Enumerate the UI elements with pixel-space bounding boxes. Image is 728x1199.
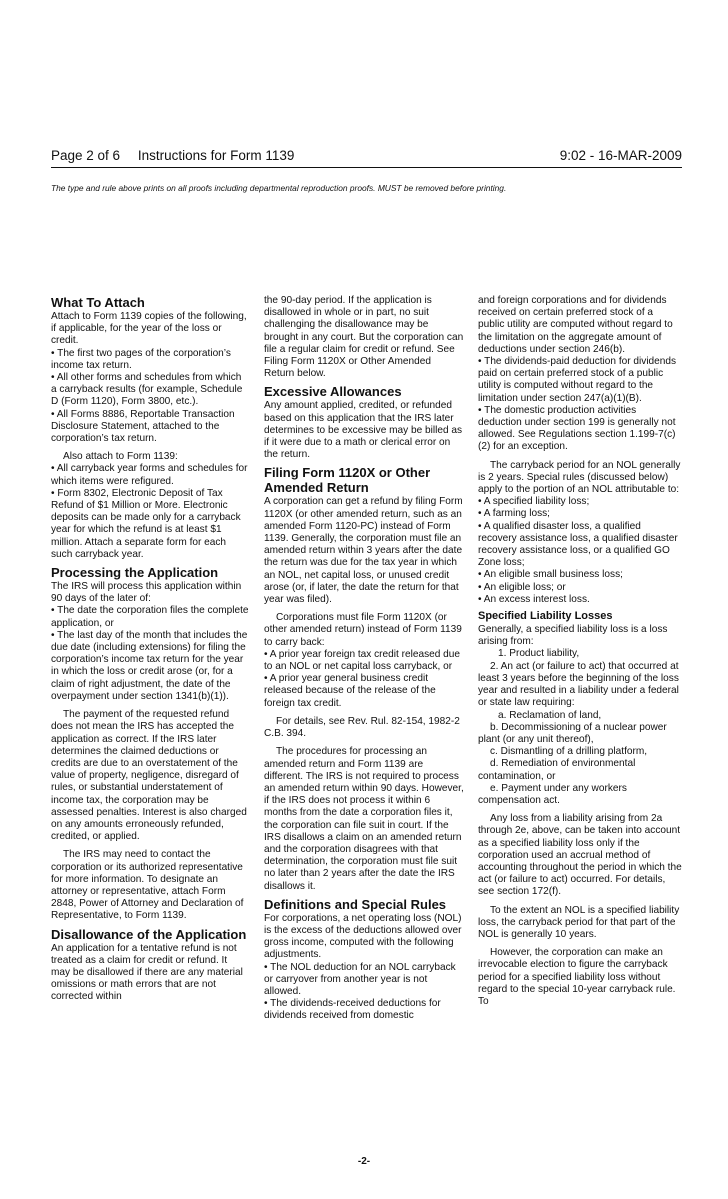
section-heading: Specified Liability Losses bbox=[478, 610, 613, 623]
paragraph: The carryback period for an NOL generally is 2 years. Special rules (discussed below) apply to the portion of an NOL attributable to: bbox=[478, 459, 681, 496]
paragraph: For corporations, a net operating loss (NOL) is the excess of the deductions allowed over gross income, computed with the following adjustments. bbox=[264, 912, 462, 961]
paragraph: To the extent an NOL is a specified liability loss, the carryback period for that part of the NOL is generally 10 years. bbox=[478, 904, 680, 940]
paragraph: • An eligible loss; or bbox=[478, 581, 566, 593]
paragraph: An application for a tentative refund is not treated as a claim for credit or refund. It may be disallowed if there are any material omissions or math errors that are not corrected within bbox=[51, 942, 243, 1003]
paragraph: • The domestic production activities deduction under section 199 is generally not allowed. See Regulations section 1.199-7(c)(2) for an exception. bbox=[478, 404, 676, 453]
section-heading: Filing Form 1120X or Other Amended Return bbox=[264, 465, 431, 496]
paragraph: For details, see Rev. Rul. 82-154, 1982-2 C.B. 394. bbox=[264, 715, 460, 740]
running-header bbox=[51, 145, 682, 168]
paragraph: and foreign corporations and for dividends received on certain preferred stock of a public utility are computed without regard to the limitation on the aggregate amount of deductions under section 246(b). bbox=[478, 295, 673, 355]
proof-note: The type and rule above prints on all proofs including departmental reproduction proofs. MUST be removed before printing. bbox=[51, 183, 507, 193]
paragraph: The IRS will process this application within 90 days of the later of: bbox=[51, 581, 242, 605]
paragraph: Corporations must file Form 1120X (or other amended return) instead of Form 1139 to carry back: bbox=[264, 612, 462, 648]
paragraph: • An excess interest loss. bbox=[478, 593, 590, 605]
column-1 bbox=[51, 295, 249, 1004]
column-2 bbox=[264, 295, 464, 1023]
paragraph: However, the corporation can make an irrevocable election to figure the carryback period for a specified liability loss without regard to the special 10-year carryback rule. To bbox=[478, 947, 676, 1007]
paragraph: Any loss from a liability arising from 2a through 2e, above, can be taken into account as a specified liability loss only if the corporation used an accrual method of accounting throughout the period in which the act (or failure to act) occurred. For details, see section 172(f). bbox=[478, 813, 682, 898]
paragraph: • An eligible small business loss; bbox=[478, 569, 623, 581]
page-number: Page 2 of 6 bbox=[51, 148, 121, 163]
paragraph: • The NOL deduction for an NOL carryback or carryover from another year is not allowed. bbox=[264, 961, 456, 997]
paragraph: 2. An act (or failure to act) that occurred at least 3 years before the beginning of the loss year and resulted in a liability under a federal or state law requiring: bbox=[478, 660, 679, 709]
paragraph: Generally, a specified liability loss is a loss arising from: bbox=[478, 624, 668, 648]
section-heading: What To Attach bbox=[51, 295, 145, 310]
paragraph: • A prior year general business credit released because of the release of the foreign tax credit. bbox=[264, 673, 436, 709]
header-left bbox=[51, 148, 308, 163]
paragraph: • Form 8302, Electronic Deposit of Tax Refund of $1 Million or More. Electronic deposits can be made only for a carryback year for which the refund is at least $1 million. Attach a separate form for each such carryback year. bbox=[51, 487, 241, 560]
paragraph: The procedures for processing an amended return and Form 1139 are different. The IRS is not required to process an amended return within 90 days. However, if the IRS does not process it within 6 months from the date a corporation files it, the corporation can file suit in court. If the IRS disallows a claim on an amended return and the corporation disagrees with that determination, the corporation must file suit no later than 2 years after the date the IRS disallows it. bbox=[264, 746, 464, 892]
paragraph: c. Dismantling of a drilling platform, bbox=[490, 746, 648, 758]
section-heading: Disallowance of the Application bbox=[51, 926, 247, 942]
paragraph: A corporation can get a refund by filing Form 1120X (or other amended return, such as an amended Form 1120-PC) instead of Form 1139. Generally, the corporation must file an amended return within 3 years after the date the return was due for the tax year in which an NOL, net capital loss, or unused credit arose (or, if later, the date the return for that year was filed). bbox=[264, 496, 463, 606]
timestamp: 9:02 - 16-MAR-2009 bbox=[559, 148, 682, 163]
paragraph: • The dividends-received deductions for dividends received from domestic bbox=[264, 998, 441, 1022]
paragraph: The IRS may need to contact the corporation or its authorized representative for more information. To designate an attorney or representative, attach Form 2848, Power of Attorney and Declaration of Representative, to Form 1139. bbox=[51, 849, 244, 922]
paragraph: b. Decommissioning of a nuclear power plant (or any unit thereof), bbox=[478, 721, 667, 745]
paragraph: Also attach to Form 1139: bbox=[63, 451, 178, 463]
paragraph: • The first two pages of the corporation’s income tax return. bbox=[51, 347, 231, 371]
paragraph: • The dividends-paid deduction for dividends paid on certain preferred stock of a public utility is computed without regard to the limitation under section 247(a)(1)(B). bbox=[478, 356, 677, 404]
paragraph: a. Reclamation of land, bbox=[498, 709, 602, 721]
paragraph: Attach to Form 1139 copies of the following, if applicable, for the year of the loss or credit. bbox=[51, 311, 247, 347]
paragraph: • All carryback year forms and schedules for which items were refigured. bbox=[51, 463, 248, 487]
paragraph: d. Remediation of environmental contamination, or bbox=[478, 758, 636, 782]
page-footer: -2- bbox=[357, 1156, 371, 1167]
paragraph: Any amount applied, credited, or refunded based on this application that the IRS later determines to be excessive may be billed as if it were due to a math or clerical error on the return. bbox=[264, 400, 463, 461]
paragraph: • A farming loss; bbox=[478, 508, 550, 520]
paragraph: • A specified liability loss; bbox=[478, 496, 590, 508]
paragraph: • A prior year foreign tax credit released due to an NOL or net capital loss carryback, or bbox=[264, 648, 460, 673]
document-title: Instructions for Form 1139 bbox=[137, 148, 295, 163]
paragraph: • All Forms 8886, Reportable Transaction Disclosure Statement, attached to the corporation’s tax return. bbox=[51, 408, 235, 445]
section-heading: Excessive Allowances bbox=[264, 384, 402, 400]
paragraph: • A qualified disaster loss, a qualified recovery assistance loss, a qualified disaster recovery assistance loss, or a qualified GO Zone loss; bbox=[478, 520, 678, 569]
paragraph: 1. Product liability, bbox=[498, 648, 580, 660]
paragraph: The payment of the requested refund does not mean the IRS has accepted the application as correct. If the IRS later determines the claimed deductions or credits are due to an overstatement of the value of property, negligence, disregard of rules, or substantial understatement of income tax, the corporation may be assessed penalties. Interest is also charged on any amounts erroneously refunded, credited, or applied. bbox=[51, 709, 247, 843]
paragraph: • The date the corporation files the complete application, or bbox=[51, 605, 249, 629]
column-3 bbox=[478, 295, 682, 1008]
paragraph: • All other forms and schedules from which a carryback results (for example, Schedule D (Form 1120), Form 3800, etc.). bbox=[51, 372, 243, 408]
paragraph: the 90-day period. If the application is disallowed in whole or in part, no suit challenging the disallowance may be brought in any court. But the corporation can file a regular claim for credit or refund. See Filing Form 1120X or Other Amended Return below. bbox=[264, 295, 464, 380]
paragraph: • The last day of the month that includes the due date (including extensions) for filing the corporation’s income tax return for the year in which the loss or credit arose (or, for a claim of right adjustment, the date of the overpayment under section 1341(b)(1)). bbox=[51, 629, 248, 702]
section-heading: Definitions and Special Rules bbox=[264, 896, 447, 912]
paragraph: e. Payment under any workers compensation act. bbox=[478, 782, 627, 806]
section-heading: Processing the Application bbox=[51, 565, 219, 581]
